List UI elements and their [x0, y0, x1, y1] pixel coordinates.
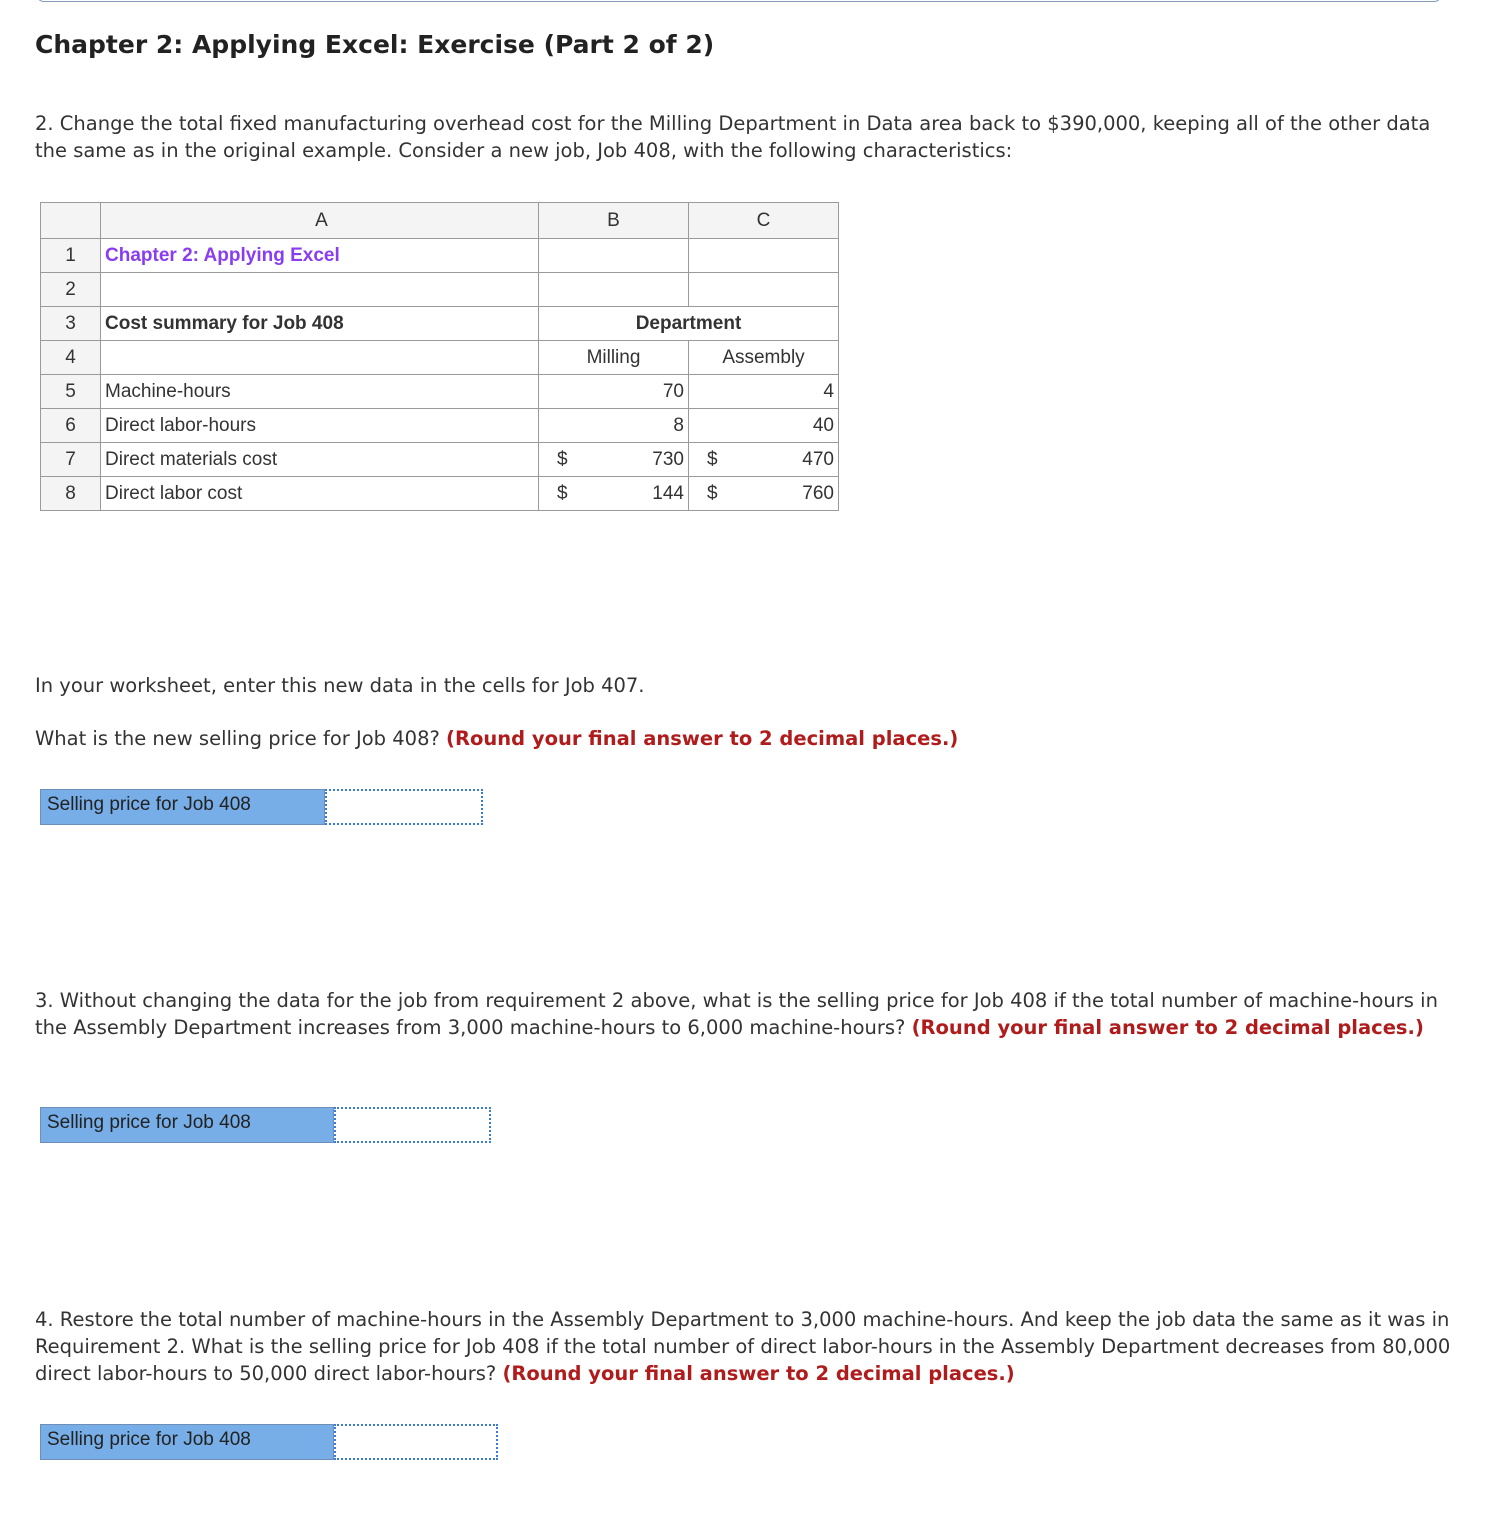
answer-row-4	[40, 1424, 498, 1460]
milling-money-cell	[539, 477, 689, 511]
sheet-row-2	[41, 273, 839, 307]
row-label: Direct materials cost	[101, 443, 539, 477]
sheet-heading-cell: Chapter 2: Applying Excel	[101, 239, 539, 273]
assembly-money-cell	[689, 477, 839, 511]
empty-cell	[539, 273, 689, 307]
currency-symbol: $	[707, 448, 718, 470]
currency-symbol: $	[557, 448, 568, 470]
sheet-row-8	[41, 477, 839, 511]
cost-summary-label: Cost summary for Job 408	[101, 307, 539, 341]
spreadsheet-table	[40, 202, 839, 511]
empty-cell	[101, 341, 539, 375]
assembly-header: Assembly	[689, 341, 839, 375]
question-2-text	[35, 725, 958, 752]
requirement-4-text	[35, 1306, 1455, 1387]
currency-symbol: $	[707, 482, 718, 504]
sheet-row-7	[41, 443, 839, 477]
column-header-a: A	[101, 203, 539, 239]
column-header-row	[41, 203, 839, 239]
requirement-4-body: 4. Restore the total number of machine-hours in the Assembly Department to 3,000 machine-hours. And keep the job data the same as it was in Requirement 2. What is the selling price for Job 408 if the total number of direct labor-hours in the Assembly Department decreases from 80,000 direct labor-hours to 50,000 direct labor-hours?	[35, 1308, 1451, 1385]
assembly-money-cell	[689, 443, 839, 477]
round-note: (Round your final answer to 2 decimal places.)	[502, 1362, 1015, 1385]
empty-cell	[689, 273, 839, 307]
answer-row-3	[40, 1107, 491, 1143]
requirement-3-text	[35, 987, 1455, 1041]
worksheet-note: In your worksheet, enter this new data in the cells for Job 407.	[35, 674, 645, 697]
row-label: Machine-hours	[101, 375, 539, 409]
currency-symbol: $	[557, 482, 568, 504]
milling-value: 70	[539, 375, 689, 409]
page-title: Chapter 2: Applying Excel: Exercise (Part 2 of 2)	[35, 30, 715, 59]
assembly-value: 470	[802, 448, 834, 470]
milling-header: Milling	[539, 341, 689, 375]
row-label: Direct labor-hours	[101, 409, 539, 443]
milling-value: 730	[652, 448, 684, 470]
top-frame	[36, 0, 1442, 2]
empty-cell	[539, 239, 689, 273]
assembly-value: 4	[689, 375, 839, 409]
row-number: 6	[41, 409, 101, 443]
answer-label: Selling price for Job 408	[40, 789, 325, 825]
answer-label: Selling price for Job 408	[40, 1424, 334, 1460]
assembly-value: 40	[689, 409, 839, 443]
answer-row-2	[40, 789, 483, 825]
row-number: 5	[41, 375, 101, 409]
row-number: 4	[41, 341, 101, 375]
column-header-b: B	[539, 203, 689, 239]
sheet-row-1	[41, 239, 839, 273]
round-note: (Round your final answer to 2 decimal places.)	[911, 1016, 1424, 1039]
empty-cell	[689, 239, 839, 273]
sheet-corner	[41, 203, 101, 239]
question-2-body: What is the new selling price for Job 408?	[35, 727, 440, 750]
sheet-row-3	[41, 307, 839, 341]
requirement-2-text: 2. Change the total fixed manufacturing overhead cost for the Milling Department in Data area back to $390,000, keeping all of the other data the same as in the original example. Consider a new job, Job 408, with the following characteristics:	[35, 112, 1431, 162]
row-label: Direct labor cost	[101, 477, 539, 511]
milling-value: 8	[539, 409, 689, 443]
department-header: Department	[539, 307, 839, 341]
assembly-value: 760	[802, 482, 834, 504]
row-number: 7	[41, 443, 101, 477]
requirement-3-body: 3. Without changing the data for the job from requirement 2 above, what is the selling price for Job 408 if the total number of machine-hours in the Assembly Department increases from 3,000 machine-hours to 6,000 machine-hours?	[35, 989, 1438, 1039]
milling-money-cell	[539, 443, 689, 477]
sheet-row-5	[41, 375, 839, 409]
selling-price-input-4[interactable]	[334, 1424, 498, 1460]
row-number: 2	[41, 273, 101, 307]
sheet-row-6	[41, 409, 839, 443]
row-number: 8	[41, 477, 101, 511]
row-number: 1	[41, 239, 101, 273]
row-number: 3	[41, 307, 101, 341]
selling-price-input-3[interactable]	[334, 1107, 491, 1143]
round-note: (Round your final answer to 2 decimal places.)	[446, 727, 959, 750]
selling-price-input-2[interactable]	[325, 789, 483, 825]
column-header-c: C	[689, 203, 839, 239]
milling-value: 144	[652, 482, 684, 504]
empty-cell	[101, 273, 539, 307]
sheet-row-4	[41, 341, 839, 375]
answer-label: Selling price for Job 408	[40, 1107, 334, 1143]
